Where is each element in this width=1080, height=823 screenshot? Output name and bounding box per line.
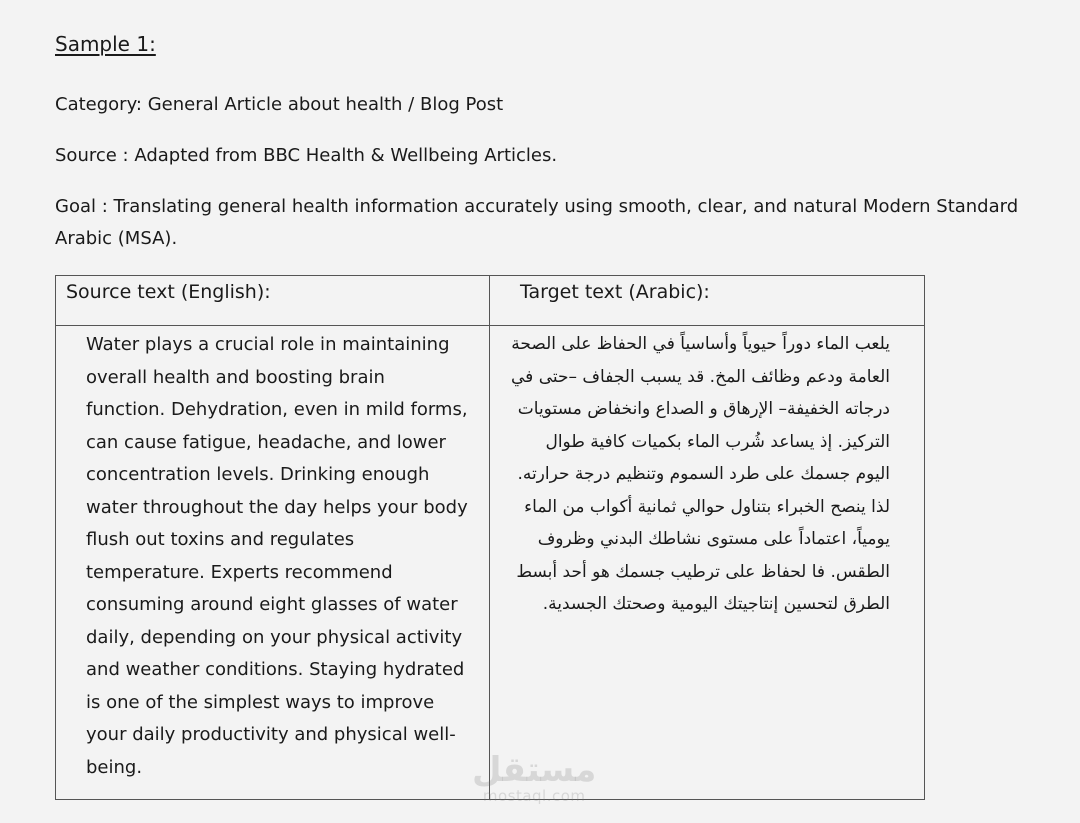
goal-line: Goal : Translating general health information accurately using smooth, clear, and natural Modern Standard Arabic (MSA).	[55, 196, 1019, 249]
translation-table	[55, 275, 925, 800]
watermark-arabic: مستقل	[472, 750, 597, 790]
english-cell	[56, 326, 490, 800]
table-header-row	[56, 276, 925, 326]
arabic-target-text: يلعب الماء دوراً حيوياً وأساسياً في الحفاظ على الصحة العامة ودعم وظائف المخ. قد يسبب الجفاف –حتى في درجاته الخفيفة– الإرهاق و الصداع وانخفاض مستويات التركيز. إذ يساعد شُرب الماء بكميات كافية طوال اليوم جسمك على طرد السموم وتنظيم درجة حرارته. لذا ينصح الخبراء بتناول حوالي ثمانية أكواب من الماء يومياً، اعتماداً على مستوى نشاطك البدني وظروف الطقس. فا لحفاظ على ترطيب جسمك هو أحد أبسط الطرق لتحسين إنتاجيتك اليومية وصحتك الجسدية.	[511, 334, 890, 614]
english-source-text: Water plays a crucial role in maintaining overall health and boosting brain function. Dehydration, even in mild forms, can cause fatigue, headache, and lower concentration levels. Drinking enough water throughout the day helps your body flush out toxins and regulates temperature. Experts recommend consuming around eight glasses of water daily, depending on your physical activity and weather conditions. Staying hydrated is one of the simplest ways to improve your daily productivity and physical well-being.	[86, 334, 468, 778]
sample-title: Sample 1:	[55, 32, 156, 56]
arabic-cell	[490, 326, 925, 800]
source-header: Source text (English):	[66, 281, 271, 303]
category-line: Category: General Article about health / Blog Post	[55, 94, 504, 115]
source-line: Source : Adapted from BBC Health & Wellbeing Articles.	[55, 145, 558, 166]
table-body-row	[56, 326, 925, 800]
watermark-latin: mostaql.com	[482, 787, 586, 805]
source-header-cell	[56, 276, 490, 326]
target-header-cell	[490, 276, 925, 326]
target-header: Target text (Arabic):	[520, 281, 710, 303]
